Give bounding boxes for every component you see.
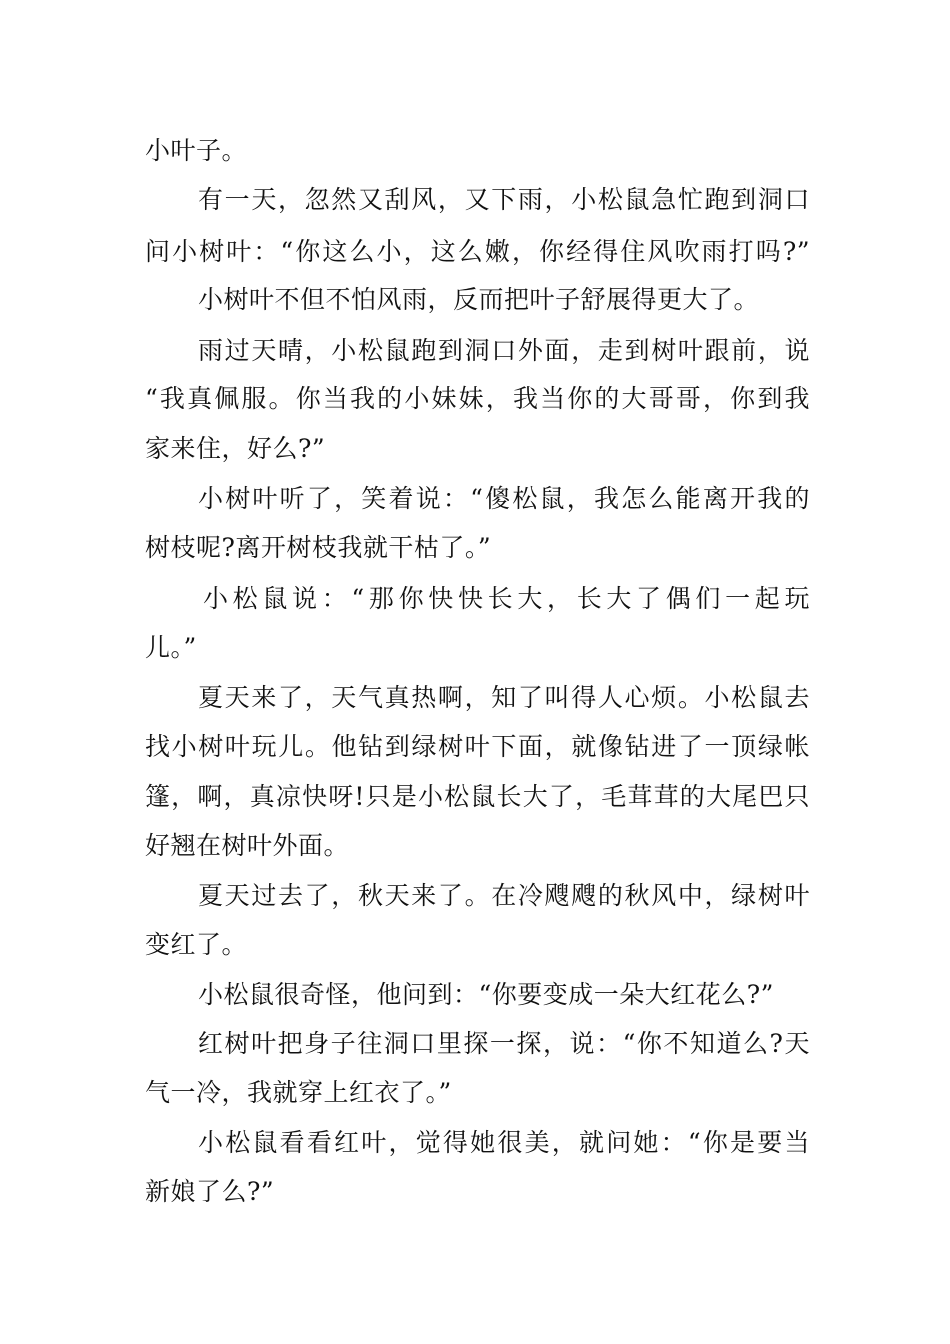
text-line: 小松鼠看看红叶，觉得她很美，就问她：“你是要当 (198, 1128, 810, 1157)
text-line: 小树叶不但不怕风雨，反而把叶子舒展得更大了。 (198, 285, 760, 314)
text-line: 篷，啊，真凉快呀!只是小松鼠长大了，毛茸茸的大尾巴只 (145, 782, 810, 811)
text-line: “我真佩服。你当我的小妹妹，我当你的大哥哥，你到我 (145, 384, 810, 413)
text-line: 新娘了么?” (145, 1177, 275, 1206)
text-line: 问小树叶：“你这么小，这么嫩，你经得住风吹雨打吗?” (145, 237, 810, 266)
text-line: 雨过天晴，小松鼠跑到洞口外面，走到树叶跟前，说 (198, 336, 810, 365)
text-line: 树枝呢?离开树枝我就干枯了。” (145, 533, 492, 562)
text-line: 好翘在树叶外面。 (145, 831, 350, 860)
text-line: 小松鼠很奇怪，他问到：“你要变成一朵大红花么?” (198, 980, 774, 1009)
text-line: 变红了。 (145, 930, 248, 959)
text-line: 有一天，忽然又刮风，又下雨，小松鼠急忙跑到洞口 (198, 185, 810, 214)
text-line: 找小树叶玩儿。他钻到绿树叶下面，就像钻进了一顶绿帐 (145, 732, 810, 761)
text-line: 小松鼠说：“那你快快长大，长大了偶们一起玩 (203, 584, 810, 613)
text-line: 夏天过去了，秋天来了。在冷飕飕的秋风中，绿树叶 (198, 881, 810, 910)
text-line: 小树叶听了，笑着说：“傻松鼠，我怎么能离开我的 (198, 484, 810, 513)
text-line: 气一冷，我就穿上红衣了。” (145, 1078, 452, 1107)
text-line: 小叶子。 (145, 136, 248, 165)
text-line: 家来住，好么?” (145, 434, 326, 463)
text-line: 夏天来了，天气真热啊，知了叫得人心烦。小松鼠去 (198, 683, 810, 712)
text-line: 红树叶把身子往洞口里探一探，说：“你不知道么?天 (198, 1029, 810, 1058)
text-line: 儿。” (145, 633, 197, 662)
